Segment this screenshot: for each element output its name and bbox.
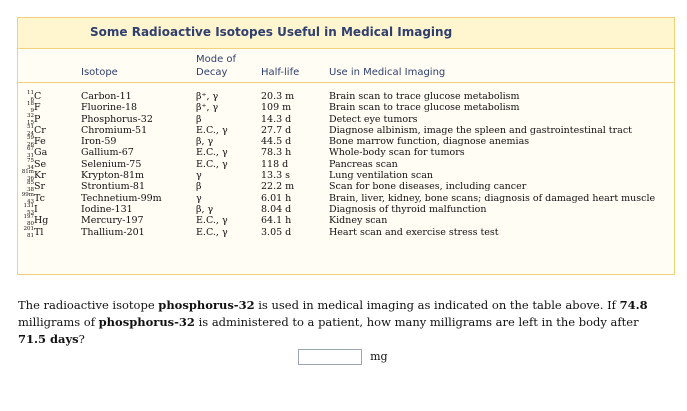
question-time: 71.5 days bbox=[18, 332, 79, 346]
question-mass: 74.8 bbox=[619, 298, 648, 312]
table-row bbox=[18, 102, 674, 113]
question-text bbox=[18, 297, 658, 348]
table-row bbox=[18, 193, 674, 204]
decay-mode: γ bbox=[196, 170, 202, 182]
atomic-number: 43 bbox=[27, 198, 34, 205]
table-row bbox=[18, 147, 674, 158]
table-row bbox=[18, 159, 674, 170]
table-row bbox=[18, 91, 674, 102]
isotope-name: Phosphorus-32 bbox=[81, 113, 153, 125]
element-symbol: Ga bbox=[34, 147, 48, 159]
element-symbol: Fe bbox=[34, 136, 46, 148]
isotope-name: Thallium-201 bbox=[81, 226, 145, 238]
isotope-name: Selenium-75 bbox=[81, 158, 142, 170]
table-row bbox=[18, 114, 674, 125]
mass-number: 197 bbox=[23, 214, 34, 221]
atomic-number: 53 bbox=[27, 209, 34, 216]
isotope-name: Carbon-11 bbox=[81, 91, 132, 102]
element-symbol: P bbox=[34, 113, 41, 125]
medical-use: Detect eye tumors bbox=[329, 113, 418, 125]
half-life: 27.7 d bbox=[261, 124, 292, 136]
medical-use: Kidney scan bbox=[329, 215, 388, 227]
medical-use: Diagnose albinism, image the spleen and gastrointestinal tract bbox=[329, 124, 632, 136]
table-title: Some Radioactive Isotopes Useful in Medical Imaging bbox=[90, 25, 453, 39]
atomic-number: 9 bbox=[30, 108, 34, 115]
half-life: 8.04 d bbox=[261, 203, 292, 215]
medical-use: Pancreas scan bbox=[329, 158, 398, 170]
header-mode-line1: Mode of bbox=[196, 54, 237, 65]
mass-number: 59 bbox=[27, 135, 34, 142]
question-isotope-2: phosphorus-32 bbox=[98, 315, 195, 329]
table-row bbox=[18, 170, 674, 181]
medical-use: Lung ventilation scan bbox=[329, 170, 434, 182]
half-life: 13.3 s bbox=[261, 170, 291, 182]
isotope-name: Iodine-131 bbox=[81, 203, 133, 215]
element-symbol: Kr bbox=[34, 170, 46, 182]
isotope-name: Iron-59 bbox=[81, 136, 117, 148]
mass-number: 18 bbox=[27, 101, 34, 108]
element-symbol: C bbox=[34, 91, 42, 102]
atomic-number: 80 bbox=[27, 221, 34, 228]
isotope-name: Strontium-81 bbox=[81, 181, 145, 193]
element-symbol: Cr bbox=[34, 124, 46, 136]
half-life: 118 d bbox=[261, 158, 289, 170]
half-life: 6.01 h bbox=[261, 192, 292, 204]
half-life: 109 m bbox=[261, 102, 292, 114]
mass-number: 32 bbox=[27, 112, 34, 119]
decay-mode: E.C., γ bbox=[196, 158, 228, 170]
atomic-number: 24 bbox=[27, 130, 34, 137]
half-life: 20.3 m bbox=[261, 91, 295, 102]
decay-mode: β, γ bbox=[196, 203, 214, 215]
atomic-number: 36 bbox=[27, 176, 34, 183]
mass-number: 201 bbox=[23, 225, 34, 232]
header-divider bbox=[18, 82, 674, 83]
half-life: 44.5 d bbox=[261, 136, 292, 148]
medical-use: Heart scan and exercise stress test bbox=[329, 226, 499, 238]
question-isotope-1: phosphorus-32 bbox=[158, 298, 255, 312]
decay-mode: E.C., γ bbox=[196, 215, 228, 227]
question-part-1: The radioactive isotope bbox=[18, 298, 159, 312]
atomic-number: 31 bbox=[27, 153, 34, 160]
mass-number: 67 bbox=[27, 146, 34, 153]
header-half-life: Half-life bbox=[261, 67, 300, 78]
header-use: Use in Medical Imaging bbox=[329, 67, 446, 78]
element-symbol: I bbox=[34, 203, 38, 215]
half-life: 78.3 h bbox=[261, 147, 292, 159]
isotope-name: Chromium-51 bbox=[81, 124, 148, 136]
table-row bbox=[18, 204, 674, 215]
decay-mode: β bbox=[196, 181, 202, 193]
nuclide-numbers bbox=[25, 227, 34, 238]
medical-use: Scan for bone diseases, including cancer bbox=[329, 181, 527, 193]
header-mode-line2: Decay bbox=[196, 67, 228, 78]
mass-number: 81m bbox=[21, 169, 34, 176]
question-part-2: is used in medical imaging as indicated on the table above. If bbox=[254, 298, 620, 312]
table-row bbox=[18, 227, 674, 238]
mass-number: 99m bbox=[21, 191, 34, 198]
atomic-number: 81 bbox=[27, 232, 34, 239]
table-body bbox=[18, 91, 674, 238]
element-symbol: F bbox=[34, 102, 41, 114]
table-title-band bbox=[18, 18, 674, 49]
element-symbol: Tl bbox=[34, 226, 44, 238]
question-part-4: is administered to a patient, how many milligrams are left in the body after bbox=[194, 315, 639, 329]
medical-use: Brain scan to trace glucose metabolism bbox=[329, 91, 520, 102]
table-row bbox=[18, 181, 674, 192]
table-row bbox=[18, 125, 674, 136]
isotope-name: Technetium-99m bbox=[81, 192, 162, 204]
isotope-name: Mercury-197 bbox=[81, 215, 144, 227]
decay-mode: β bbox=[196, 113, 202, 125]
atomic-number: 26 bbox=[27, 142, 34, 149]
half-life: 22.2 m bbox=[261, 181, 295, 193]
half-life: 14.3 d bbox=[261, 113, 292, 125]
element-symbol: Tc bbox=[34, 192, 45, 204]
isotope-name: Gallium-67 bbox=[81, 147, 134, 159]
mass-number: 51 bbox=[27, 123, 34, 130]
half-life: 3.05 d bbox=[261, 226, 292, 238]
isotope-name: Fluorine-18 bbox=[81, 102, 138, 114]
mass-number: 75 bbox=[27, 157, 34, 164]
atomic-number: 34 bbox=[27, 164, 34, 171]
mass-number: 85 bbox=[27, 180, 34, 187]
mass-number: 131 bbox=[23, 202, 34, 209]
medical-use: Bone marrow function, diagnose anemias bbox=[329, 136, 530, 148]
atomic-number: 6 bbox=[30, 97, 34, 103]
answer-input[interactable] bbox=[298, 349, 362, 365]
medical-use: Whole-body scan for tumors bbox=[329, 147, 465, 159]
element-symbol: Se bbox=[34, 158, 47, 170]
medical-use: Diagnosis of thyroid malfunction bbox=[329, 203, 487, 215]
question-part-5: ? bbox=[78, 332, 85, 346]
medical-use: Brain scan to trace glucose metabolism bbox=[329, 102, 520, 114]
decay-mode: E.C., γ bbox=[196, 147, 228, 159]
isotope-symbol bbox=[25, 227, 43, 238]
decay-mode: γ bbox=[196, 192, 202, 204]
mass-number: 11 bbox=[27, 90, 34, 96]
answer-area bbox=[298, 346, 388, 361]
decay-mode: E.C., γ bbox=[196, 226, 228, 238]
isotope-name: Krypton-81m bbox=[81, 170, 145, 182]
isotope-table bbox=[17, 17, 675, 275]
header-isotope: Isotope bbox=[81, 67, 118, 78]
half-life: 64.1 h bbox=[261, 215, 292, 227]
decay-mode: E.C., γ bbox=[196, 124, 228, 136]
decay-mode: β, γ bbox=[196, 136, 214, 148]
question-part-3: milligrams of bbox=[18, 315, 99, 329]
table-row bbox=[18, 136, 674, 147]
answer-unit: mg bbox=[370, 350, 388, 363]
decay-mode: β⁺, γ bbox=[196, 91, 219, 102]
atomic-number: 38 bbox=[27, 187, 34, 194]
decay-mode: β⁺, γ bbox=[196, 102, 219, 114]
atomic-number: 15 bbox=[27, 119, 34, 126]
element-symbol: Hg bbox=[34, 215, 49, 227]
element-symbol: Sr bbox=[34, 181, 46, 193]
medical-use: Brain, liver, kidney, bone scans; diagnosis of damaged heart muscle bbox=[329, 192, 656, 204]
table-row bbox=[18, 215, 674, 226]
